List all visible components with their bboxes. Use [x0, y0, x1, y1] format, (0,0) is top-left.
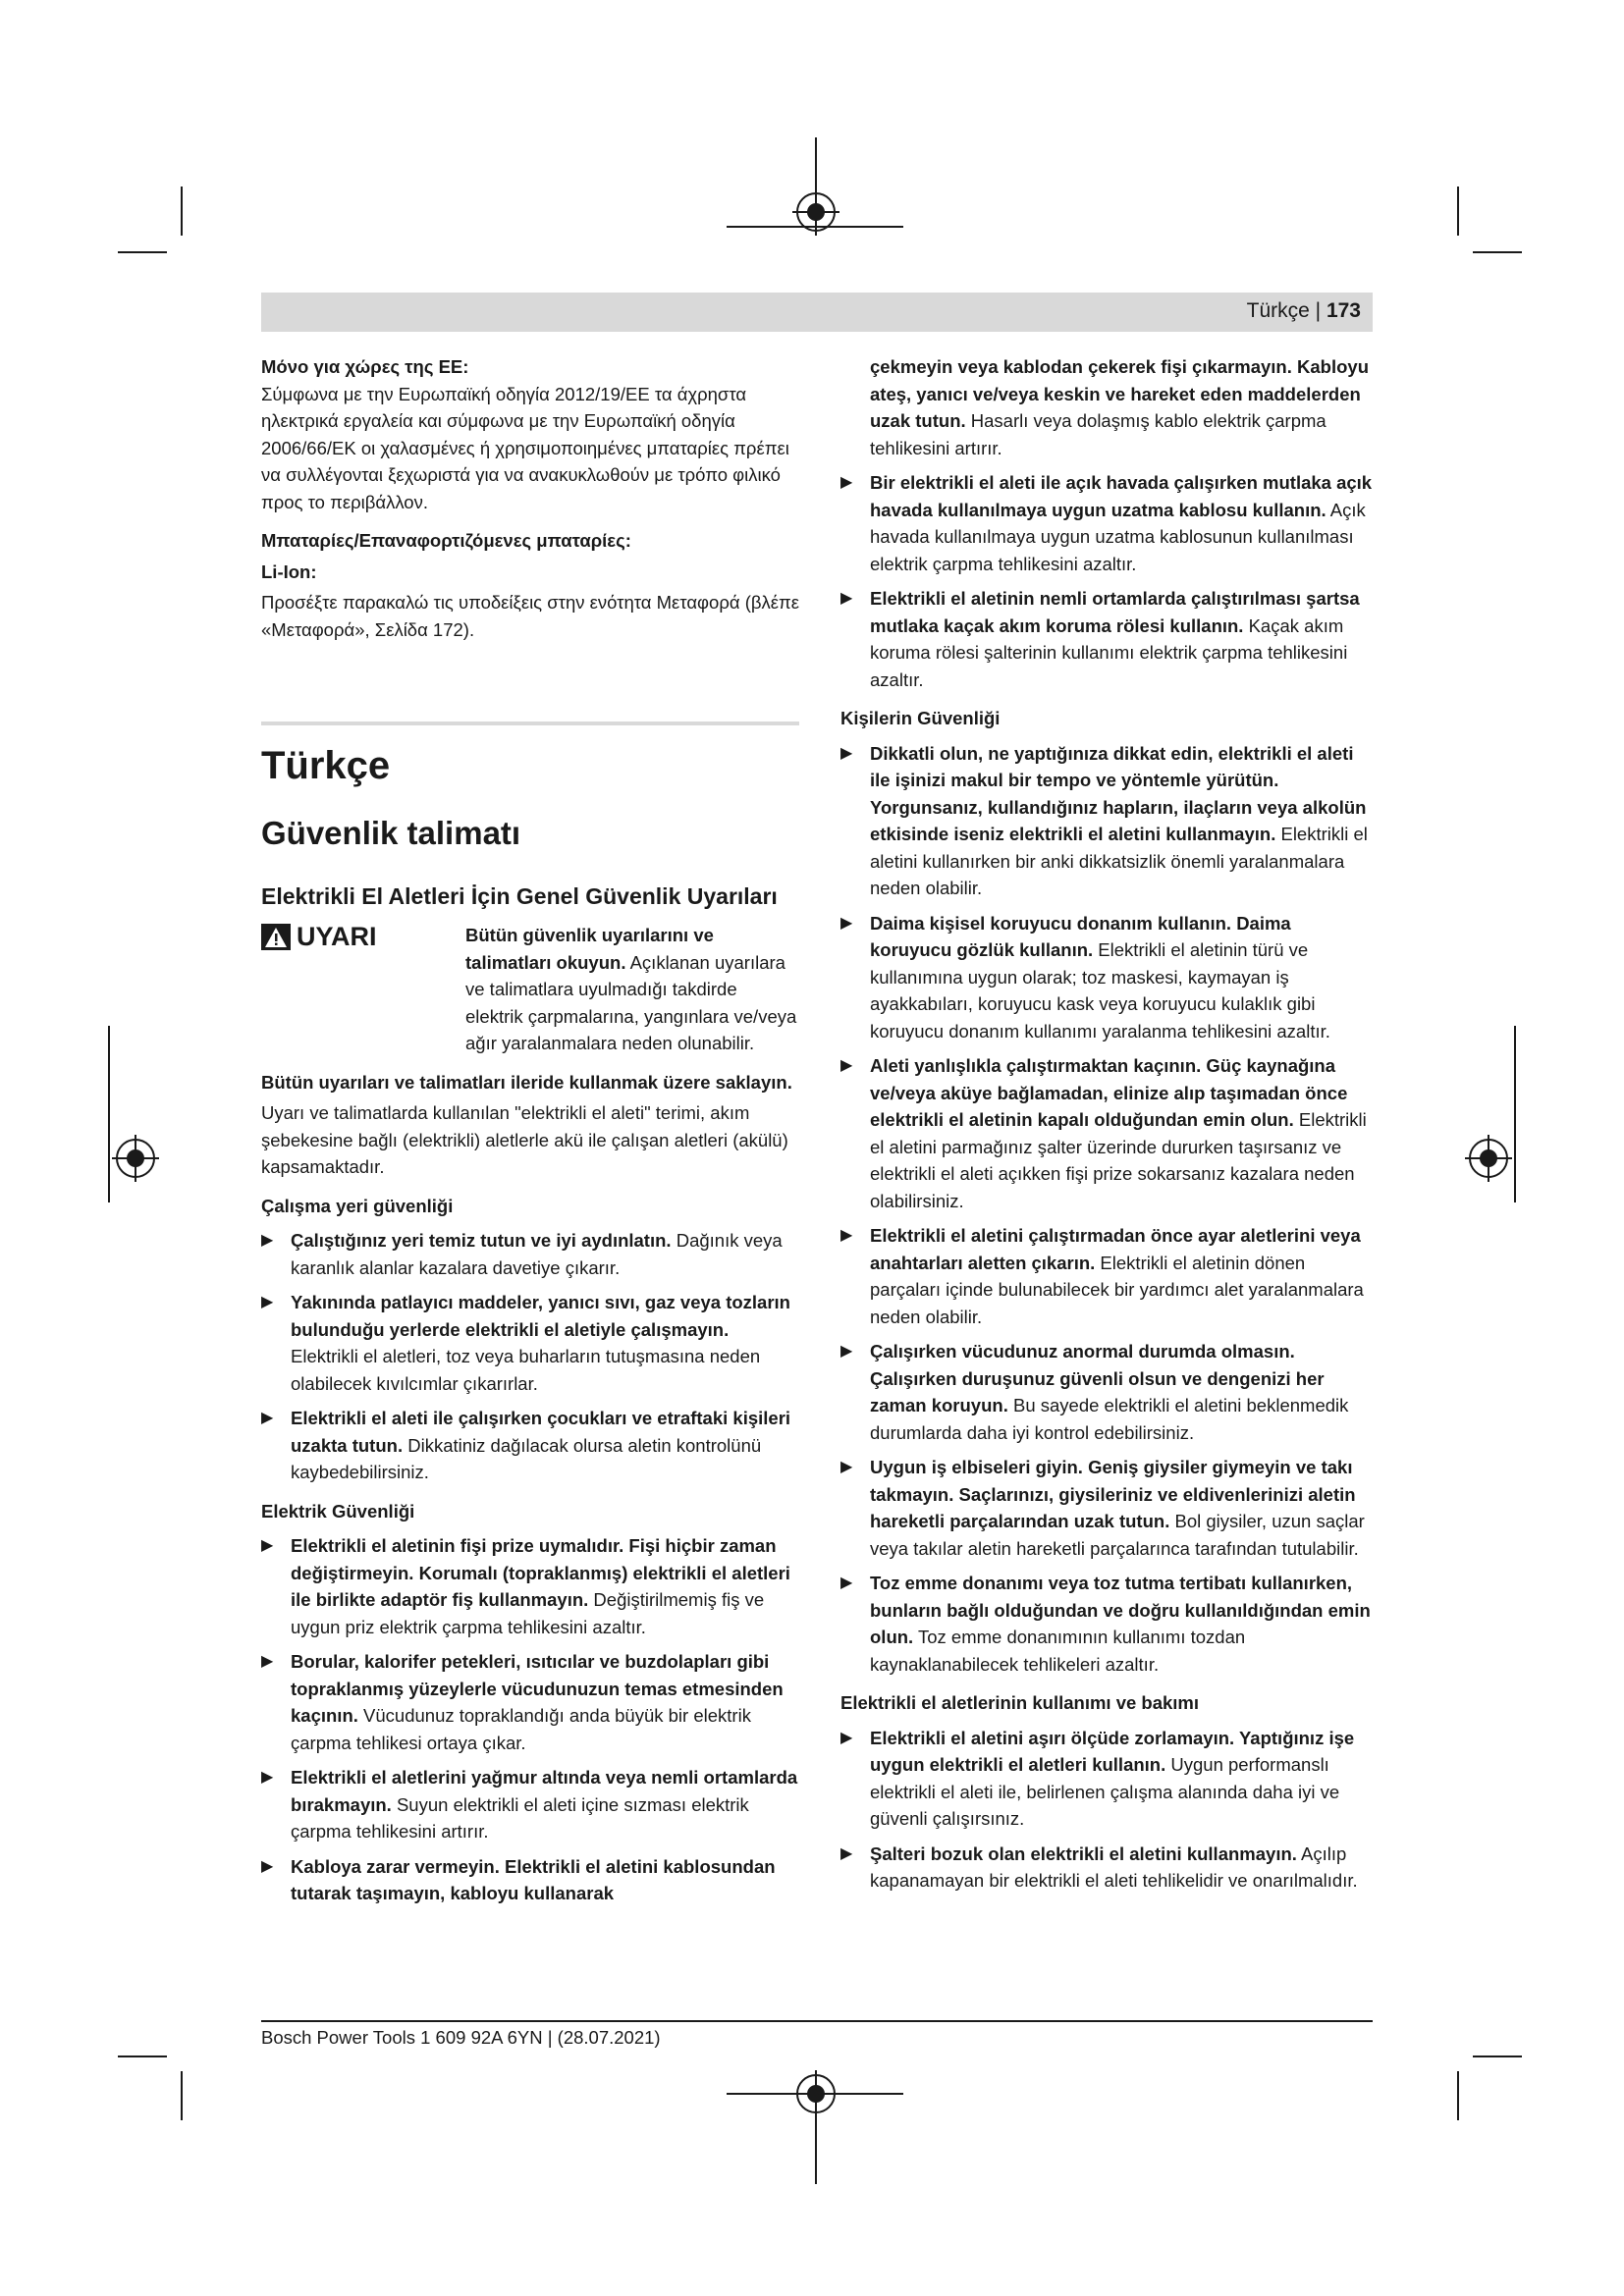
eu-heading: Μόνο για χώρες της ΕΕ: [261, 356, 469, 377]
list-item [261, 1289, 799, 1397]
list-item-bold: Yakınında patlayıcı maddeler, yanıcı sıvı, gaz veya tozların bulunduğu yerlerde elektrikli el aletiyle çalışmayın. [291, 1292, 790, 1340]
list-item-text: Elektrikli el aletleri, toz veya buharların tutuşmasına neden olabilecek kıvılcımlar çıkarırlar. [291, 1346, 761, 1394]
crop-mark [118, 2056, 167, 2057]
list-item [840, 1570, 1377, 1678]
list-item-text: Açık havada kullanılmaya uygun uzatma kablosunun kullanılması elektrik çarpma tehlikesini azaltır. [870, 499, 1366, 574]
crop-mark [1514, 1026, 1516, 1202]
list-item-bold: Elektrikli el aleti ile çalışırken çocukları ve etraftaki kişileri uzakta tutun. [291, 1408, 791, 1456]
list-item [261, 1648, 799, 1756]
personal-safety-heading: Kişilerin Güvenliği [840, 708, 1001, 728]
warning-text [465, 922, 799, 1057]
list-item-bold: Bir elektrikli el aleti ile açık havada çalışırken mutlaka açık havada kullanılmaya uygun uzatma kablosu kullanın. [870, 472, 1373, 520]
list-item-text: Elektrikli el aletinin türü ve kullanımına uygun olarak; toz maskesi, kaymayan iş ayakkabıları, koruyucu kask veya koruyucu kulaklık gibi koruyucu donanım kullanımı yaralanma tehlikesini azaltır. [870, 939, 1330, 1041]
work-area-heading: Çalışma yeri güvenliği [261, 1195, 454, 1216]
list-item-bold: Elektrikli el aletini çalıştırmadan önce ayar aletlerini veya anahtarları aletten çıkarın. [870, 1225, 1361, 1273]
list-item-bold: Dikkatli olun, ne yaptığınıza dikkat edin, elektrikli el aleti ile işinizi makul bir tempo ve yöntemle yürütün. Yorgunsanız, kullandığınız hapların, ilaçların veya alkolün etkisinde iseniz elektrikli el aletini kullanmayın. [870, 742, 1367, 844]
page-number: 173 [1326, 299, 1361, 322]
list-item [261, 1532, 799, 1640]
registration-mark-icon [796, 192, 836, 232]
general-warnings-title: Elektrikli El Aletleri İçin Genel Güvenlik Uyarıları [261, 883, 778, 909]
list-item [261, 1764, 799, 1845]
tool-use-heading: Elektrikli el aletlerinin kullanımı ve bakımı [840, 1692, 1200, 1713]
left-column [261, 353, 799, 1907]
footer-text: Bosch Power Tools 1 609 92A 6YN | (28.07.2021) [261, 2027, 661, 2048]
list-item-text: Hasarlı veya dolaşmış kablo elektrik çarpma tehlikesini artırır. [870, 410, 1326, 458]
liion-heading: Li-Ion: [261, 561, 317, 582]
list-item-bold: Uygun iş elbiseleri giyin. Geniş giysiler giymeyin ve takı takmayın. Saçlarınızı, giysileriniz ve eldivenlerinizi aletin hareketli parçalarından uzak tutun. [870, 1457, 1356, 1531]
crop-mark [118, 251, 167, 253]
header-separator: | [1309, 299, 1326, 322]
list-item-text: Elektrikli el aletinin dönen parçaları içinde bulunabilecek bir yardımcı alet yaralanmalara neden olabilir. [870, 1252, 1364, 1327]
term-text: Uyarı ve talimatlarda kullanılan "elektrikli el aleti" terimi, akım şebekesine bağlı (elektrikli) aletlerle akü ile çalışan aletleri (akülü) kapsamaktadır. [261, 1102, 788, 1177]
list-item [840, 1454, 1377, 1562]
liion-text: Προσέξτε παρακαλώ τις υποδείξεις στην ενότητα Μεταφορά (βλέπε «Μεταφορά», Σελίδα 172). [261, 592, 799, 640]
list-item [840, 585, 1377, 693]
crop-mark [1473, 251, 1522, 253]
list-item [261, 1405, 799, 1486]
list-item-bold: Çalışırken vücudunuz anormal durumda olmasın. Çalışırken duruşunuz güvenli olsun ve dengenizi her zaman koruyun. [870, 1341, 1325, 1415]
warning-label-text: UYARI [297, 922, 377, 951]
crop-mark [1457, 187, 1459, 236]
list-item-text: Suyun elektrikli el aleti içine sızması elektrik çarpma tehlikesini artırır. [291, 1793, 749, 1842]
list-item-text: Açılıp kapanamayan bir elektrikli el aleti tehlikelidir ve onarılmalıdır. [870, 1842, 1358, 1891]
list-item-text: Kaçak akım koruma rölesi şalterinin kullanımı elektrik çarpma tehlikesini azaltır. [870, 614, 1348, 690]
crop-mark [1457, 2071, 1459, 2120]
list-item-text: Dikkatiniz dağılacak olursa aletin kontrolünü kaybedebilirsiniz. [291, 1434, 762, 1482]
list-item-text: Elektrikli el aletini parmağınız şalter üzerinde dururken taşırsanız ve elektrikli el aleti açıkken fişi prize sokarsanız kazalara neden olabilirsiniz. [870, 1109, 1367, 1211]
crop-mark [108, 1026, 110, 1202]
warning-body: Açıklanan uyarılara ve talimatlara uyulmadığı takdirde elektrik çarpmalarına, yangınlara ve/veya ağır yaralanmalara neden olunabilir. [465, 951, 797, 1053]
warning-block [261, 922, 799, 1057]
header-section: Türkçe [1246, 299, 1310, 322]
page-header [261, 293, 1373, 332]
registration-mark-icon [116, 1139, 155, 1178]
list-item-text: Elektrikli el aletini kullanırken bir anki dikkatsizlik önemli yaralanmalara neden olabilir. [870, 824, 1368, 898]
list-item-text: Vücudunuz topraklandığı anda büyük bir elektrik çarpma tehlikesi ortaya çıkar. [291, 1705, 751, 1753]
battery-heading: Μπαταρίες/Επαναφορτιζόμενες μπαταρίες: [261, 530, 631, 551]
list-item [840, 469, 1377, 577]
list-item-bold: Borular, kalorifer petekleri, ısıtıcılar ve buzdolapları gibi topraklanmış yüzeylerle vücudunuzun temas etmesinden kaçının. [291, 1651, 784, 1726]
list-item-bold: Elektrikli el aletinin nemli ortamlarda çalıştırılması şartsa mutlaka kaçak akım koruma rölesi kullanın. [870, 588, 1360, 636]
continued-item [840, 353, 1377, 461]
list-item-bold: Aleti yanlışlıkla çalıştırmaktan kaçının. Güç kaynağına ve/veya aküye bağlamadan, elinize alıp taşımadan önce elektrikli el aletinin kapalı olduğundan emin olun. [870, 1055, 1348, 1130]
list-item [261, 1853, 799, 1907]
list-item-text: Uygun performanslı elektrikli el aleti ile, belirlenen çalışma alanında daha iyi ve güvenli çalışırsınız. [870, 1754, 1340, 1829]
section-divider [261, 721, 799, 725]
right-column [840, 353, 1377, 1895]
header-text [1247, 299, 1361, 323]
list-item-bold: Toz emme donanımı veya toz tutma tertibatı kullanırken, bunların bağlı olduğundan ve doğru kullanıldığından emin olun. [870, 1573, 1371, 1647]
footer-rule [261, 2020, 1373, 2022]
crop-mark [181, 187, 183, 236]
list-item-bold: Elektrikli el aletinin fişi prize uymalıdır. Fişi hiçbir zaman değiştirmeyin. Korumalı (topraklanmış) elektrikli el aletleri ile birlikte adaptör fiş kullanmayın. [291, 1535, 790, 1610]
list-item-text: Değiştirilmemiş fiş ve uygun priz elektrik çarpma tehlikesini azaltır. [291, 1589, 765, 1637]
registration-mark-icon [1469, 1139, 1508, 1178]
crop-mark [1473, 2056, 1522, 2057]
eu-text: Σύμφωνα με την Ευρωπαϊκή οδηγία 2012/19/ΕΕ τα άχρηστα ηλεκτρικά εργαλεία και σύμφωνα με την Ευρωπαϊκή οδηγία 2006/66/ΕΚ οι χαλασμένες ή χρησιμοποιημένες μπαταρίες πρέπει να συλλέγονται ξεχωριστά για να ανακυκλωθούν με τρόπο φιλικό προς το περιβάλλον. [261, 383, 789, 512]
list-item-bold: Elektrikli el aletlerini yağmur altında veya nemli ortamlarda bırakmayın. [291, 1767, 798, 1815]
list-item [840, 1052, 1377, 1214]
warning-bold: Bütün güvenlik uyarılarını ve talimatları okuyun. [465, 925, 714, 973]
list-item [261, 1227, 799, 1281]
list-item-bold: Kabloya zarar vermeyin. Elektrikli el aletini kablosundan tutarak taşımayın, kabloyu kullanarak [291, 1855, 776, 1903]
list-item-text: Bu sayede elektrikli el aletini beklenmedik durumlarda daha iyi kontrol edebilirsiniz. [870, 1395, 1349, 1443]
list-item [840, 1725, 1377, 1833]
keep-instructions-heading: Bütün uyarıları ve talimatları ileride kullanmak üzere saklayın. [261, 1071, 792, 1093]
list-item-bold: Daima kişisel koruyucu donanım kullanın. Daima koruyucu gözlük kullanın. [870, 912, 1291, 960]
list-item-bold: çekmeyin veya kablodan çekerek fişi çıkarmayın. Kabloyu ateş, yanıcı ve/veya keskin ve hareket eden maddelerden uzak tutun. [870, 356, 1369, 431]
list-item [840, 1338, 1377, 1446]
list-item-text: Toz emme donanımının kullanımı tozdan kaynaklanabilecek tehlikeleri azaltır. [870, 1627, 1246, 1675]
safety-title: Güvenlik talimatı [261, 815, 521, 851]
list-item-bold: Elektrikli el aletini aşırı ölçüde zorlamayın. Yaptığınız işe uygun elektrikli el aletleri kullanın. [870, 1727, 1355, 1775]
crop-mark [181, 2071, 183, 2120]
list-item-text: Bol giysiler, uzun saçlar veya takılar aletin hareketli parçalarınca tarafından tutulabilir. [870, 1511, 1365, 1559]
list-item-bold: Şalteri bozuk olan elektrikli el aletini kullanmayın. [870, 1842, 1297, 1864]
list-item [840, 910, 1377, 1045]
list-item-bold: Çalıştığınız yeri temiz tutun ve iyi aydınlatın. [291, 1230, 672, 1251]
list-item-text: Dağınık veya karanlık alanlar kazalara davetiye çıkarır. [291, 1230, 783, 1278]
electrical-safety-heading: Elektrik Güvenliği [261, 1500, 415, 1522]
list-item [840, 1841, 1377, 1895]
warning-triangle-icon [261, 924, 291, 950]
list-item [840, 740, 1377, 902]
language-title: Türkçe [261, 744, 391, 787]
warning-label [261, 924, 377, 951]
list-item [840, 1222, 1377, 1330]
registration-mark-icon [796, 2074, 836, 2113]
